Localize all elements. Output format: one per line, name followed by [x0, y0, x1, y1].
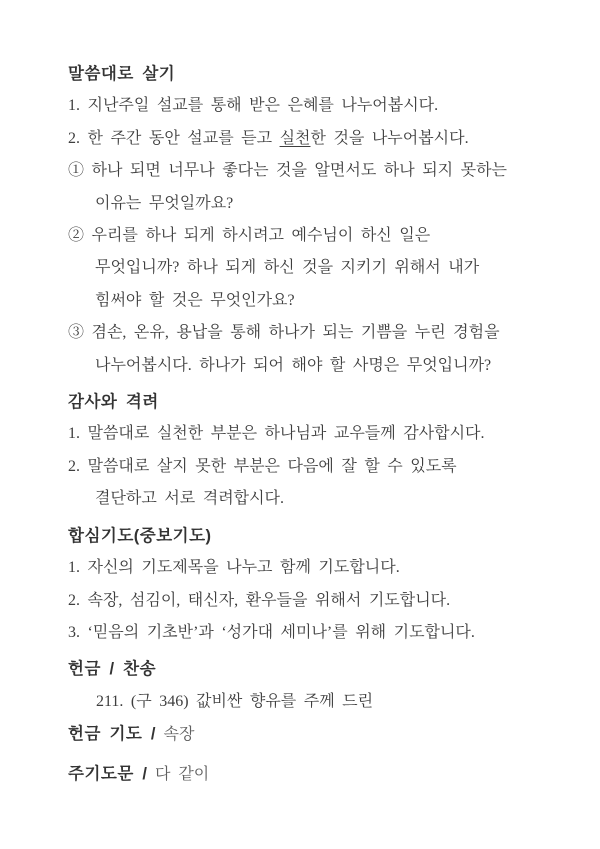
text-segment: 2. 한 주간 동안 설교를 듣고: [68, 129, 280, 147]
section-heading-thanks: 감사와 격려: [68, 393, 159, 412]
lords-prayer-label: 주기도문 /: [68, 764, 148, 783]
text-line: 1. 지난주일 설교를 통해 받은 은혜를 나누어봅시다.: [68, 97, 439, 115]
text-line-with-underline: [68, 123, 560, 155]
offering-prayer-line: [68, 718, 560, 751]
section-living-by-word: [68, 58, 560, 382]
lords-prayer-value: 다 같이: [154, 765, 210, 783]
offering-prayer-value: 속장: [163, 726, 195, 744]
text-segment: 한 것을 나누어봅시다.: [310, 129, 469, 147]
text-line: 1. 말씀대로 실천한 부분은 하나님과 교우들께 감사합시다.: [68, 425, 485, 443]
hymn-line: 211. (구 346) 값비싼 향유를 주께 드린: [96, 692, 374, 710]
underlined-text: 실천: [279, 129, 311, 147]
question-2-line: ② 우리를 하나 되게 하시려고 예수님이 하신 일은: [68, 227, 431, 245]
question-2-continuation: 힘써야 할 것은 무엇인가요?: [95, 291, 295, 309]
lords-prayer-line: [68, 758, 560, 791]
question-2-continuation: 무엇입니까? 하나 되게 하신 것을 지키기 위해서 내가: [95, 259, 480, 277]
section-heading-united-prayer: 합심기도(중보기도): [68, 526, 212, 545]
section-lords-prayer: [68, 758, 560, 791]
offering-prayer-label: 헌금 기도 /: [68, 725, 157, 744]
text-line-continuation: 결단하고 서로 격려합시다.: [95, 490, 285, 508]
question-1-continuation: 이유는 무엇일까요?: [95, 194, 234, 212]
question-3-line: ③ 겸손, 온유, 용납을 통해 하나가 되는 기쁨을 누린 경험을: [68, 324, 500, 342]
question-1-line: ① 하나 되면 너무나 좋다는 것을 알면서도 하나 되지 못하는: [68, 162, 507, 180]
section-united-prayer: [68, 520, 560, 650]
section-heading-living-by-word: 말씀대로 살기: [68, 65, 176, 83]
text-line: 2. 속장, 섬김이, 태신자, 환우들을 위해서 기도합니다.: [68, 591, 451, 609]
text-line: 2. 말씀대로 살지 못한 부분은 다음에 잘 할 수 있도록: [68, 457, 457, 475]
question-3-continuation: 나누어봅시다. 하나가 되어 해야 할 사명은 무엇입니까?: [95, 356, 492, 374]
text-line: 3. ‘믿음의 기초반’과 ‘성가대 세미나’를 위해 기도합니다.: [68, 623, 475, 641]
worship-order-document: [68, 58, 560, 791]
section-offering-hymn: [68, 653, 560, 751]
section-thanks-encouragement: [68, 386, 560, 516]
text-line: 1. 자신의 기도제목을 나누고 함께 기도합니다.: [68, 559, 400, 577]
section-heading-offering-hymn: 헌금 / 찬송: [68, 660, 157, 679]
